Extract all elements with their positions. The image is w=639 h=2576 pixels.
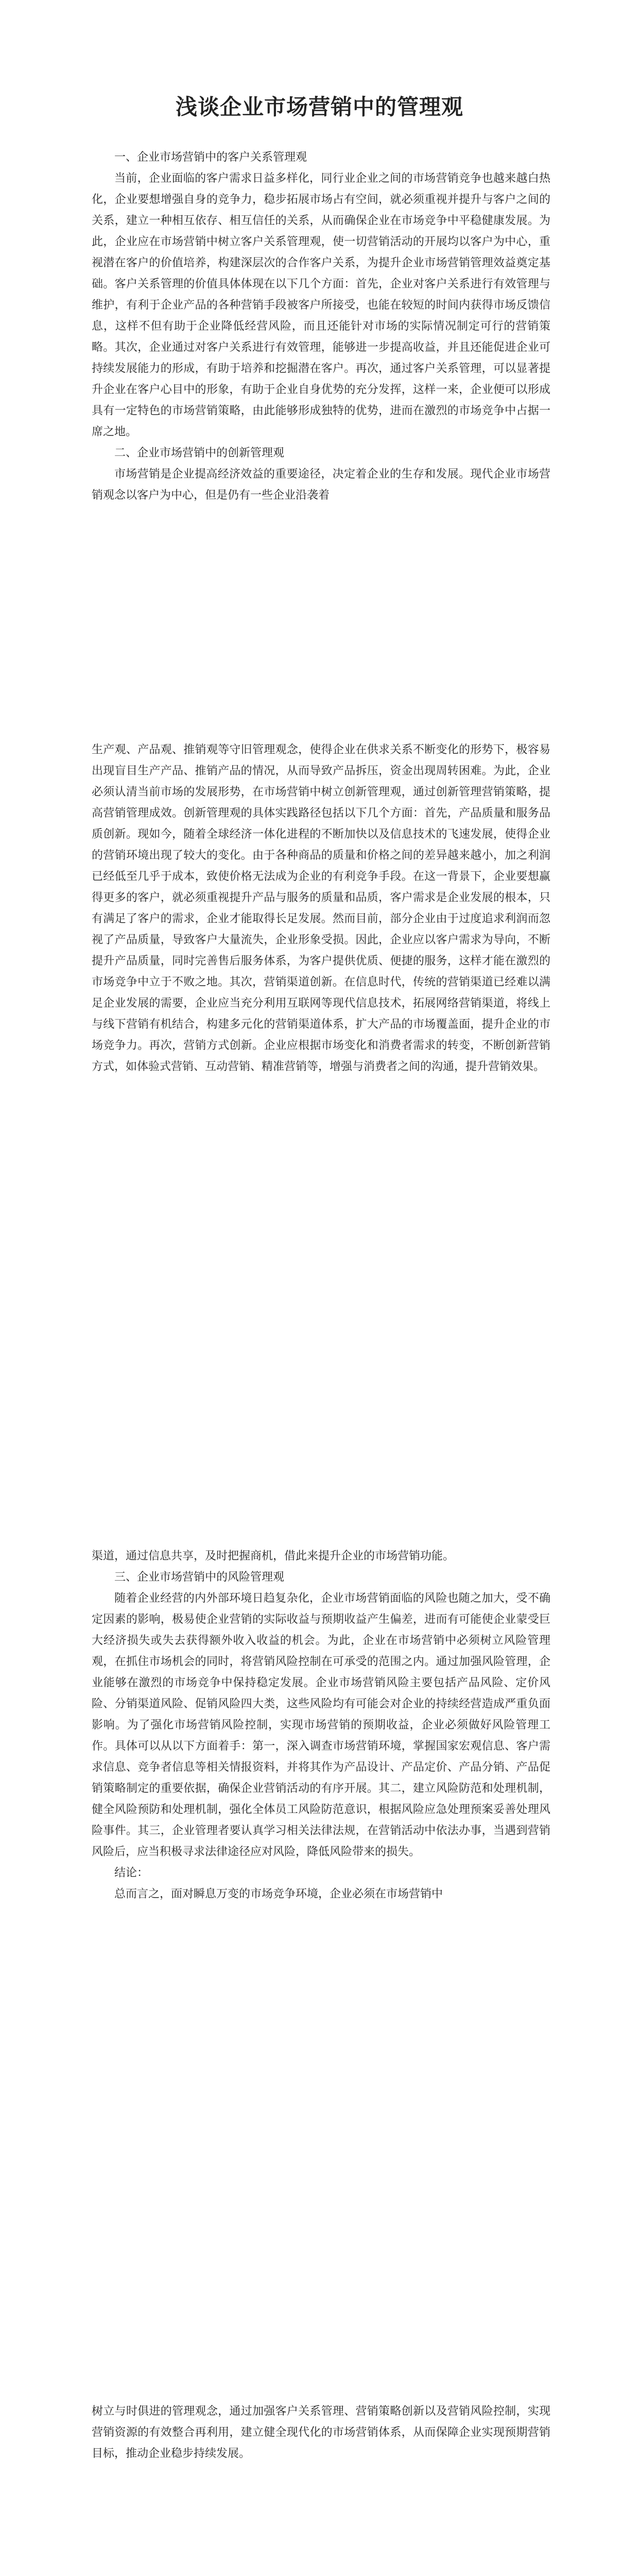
section-3-paragraph: 随着企业经营的内外部环境日趋复杂化，企业市场营销面临的风险也随之加大，受不确定因素的影响，极易使企业营销的实际收益与预期收益产生偏差，进而有可能使企业蒙受巨大经济损失或失去获得额外收入收益的机会。为此，企业在市场营销中必须树立风险管理观，在抓住市场机会的同时，将营销风险控制在可承受的范围之内。通过加强风险管理，企业能够在激烈的市场竞争中保持稳定发展。企业市场营销风险主要包括产品风险、定价风险、分销渠道风险、促销风险四大类，这些风险均有可能会对企业的持续经营造成严重负面影响。为了强化市场营销风险控制，实现市场营销的预期收益，企业必须做好风险管理工作。具体可以从以下方面着手：第一，深入调查市场营销环境，掌握国家宏观信息、客户需求信息、竞争者信息等相关情报资料，并将其作为产品设计、产品定价、产品分销、产品促销策略制定的重要依据，确保企业营销活动的有序开展。其二，建立风险防范和处理机制，健全风险预防和处理机制，强化全体员工风险防范意识，根据风险应急处理预案妥善处理风险事件。其三，企业管理者要认真学习相关法律法规，在营销活动中依法办事，当遇到营销风险后，应当积极寻求法律途径应对风险，降低风险带来的损失。 [92,1592,550,1858]
section-1 [92,147,550,506]
section-2-paragraph-a: 市场营销是企业提高经济效益的重要途径，决定着企业的生存和发展。现代企业市场营销观念以客户为中心，但是仍有一些企业沿袭着 [92,468,550,502]
conclusion-heading: 结论： [114,1867,149,1879]
conclusion-paragraph-b: 树立与时俱进的管理观念，通过加强客户关系管理、营销策略创新以及营销风险控制，实现营销资源的有效整合再利用，建立健全现代化的市场营销体系，从而保障企业实现预期营销目标，推动企业稳步持续发展。 [92,2405,550,2460]
document-title: 浅谈企业市场营销中的管理观 [175,94,463,120]
section-1-heading: 一、企业市场营销中的客户关系管理观 [114,151,307,164]
section-1-paragraph: 当前，企业面临的客户需求日益多样化，同行业企业之间的市场营销竞争也越来越白热化，企业要想增强自身的竞争力，稳步拓展市场占有空间，就必须重视并提升与客户之间的关系，建立一种相互依存、相互信任的关系，从而确保企业在市场竞争中平稳健康发展。为此，企业应在市场营销中树立客户关系管理观，使一切营销活动的开展均以客户为中心，重视潜在客户的价值培养，构建深层次的合作客户关系，为提升企业市场营销管理效益奠定基础。客户关系管理的价值具体体现在以下几个方面：首先，企业对客户关系进行有效管理与维护，有利于企业产品的各种营销手段被客户所接受，也能在较短的时间内获得市场反馈信息，这样不但有助于企业降低经营风险，而且还能针对市场的实际情况制定可行的营销策略。其次，企业通过对客户关系进行有效管理，能够进一步提高收益，并且还能促进企业可持续发展能力的形成，有助于培养和挖掘潜在客户。再次，通过客户关系管理，可以显著提升企业在客户心目中的形象，有助于企业自身优势的充分发挥，这样一来，企业便可以形成具有一定特色的市场营销策略，由此能够形成独特的优势，进而在激烈的市场竞争中占据一席之地。 [92,172,550,438]
conclusion-paragraph-a: 总而言之，面对瞬息万变的市场竞争环境，企业必须在市场营销中 [114,1888,443,1901]
section-2-continued [92,739,550,1077]
section-3 [92,1546,550,1905]
section-2-paragraph-b: 生产观、产品观、推销观等守旧管理观念，使得企业在供求关系不断变化的形势下，极容易出现盲目生产产品、推销产品的情况，从而导致产品拆压，资金出现周转困难。为此，企业必须认清当前市场的发展形势，在市场营销中树立创新管理观，通过创新管理营销策略，提高营销管理成效。创新管理观的具体实践路径包括以下几个方面：首先，产品质量和服务品质创新。现如今，随着全球经济一体化进程的不断加快以及信息技术的飞速发展，使得企业的营销环境出现了较大的变化。由于各种商品的质量和价格之间的差异越来越小，加之利润已经低至几乎于成本，致使价格无法成为企业的有利竞争手段。在这一背景下，企业要想赢得更多的客户，就必须重视提升产品与服务的质量和品质，客户需求是企业发展的根本，只有满足了客户的需求，企业才能取得长足发展。然而目前，部分企业由于过度追求利润而忽视了产品质量，导致客户大量流失，企业形象受损。因此，企业应以客户需求为导向，不断提升产品质量，同时完善售后服务体系，为客户提供优质、便捷的服务，这样才能在激烈的市场竞争中立于不败之地。其次，营销渠道创新。在信息时代，传统的营销渠道已经难以满足企业发展的需要，企业应当充分利用互联网等现代信息技术，拓展网络营销渠道，将线上与线下营销有机结合，构建多元化的营销渠道体系，扩大产品的市场覆盖面，提升企业的市场竞争力。再次，营销方式创新。企业应根据市场变化和消费者需求的转变，不断创新营销方式，如体验式营销、互动营销、精准营销等，增强与消费者之间的沟通，提升营销效果。 [92,743,550,1073]
conclusion-continued [92,2401,550,2464]
section-3-heading: 三、企业市场营销中的风险管理观 [114,1571,285,1584]
section-2-heading: 二、企业市场营销中的创新管理观 [114,447,285,460]
section-2-paragraph-c: 渠道，通过信息共享，及时把握商机，借此来提升企业的市场营销功能。 [92,1550,455,1563]
